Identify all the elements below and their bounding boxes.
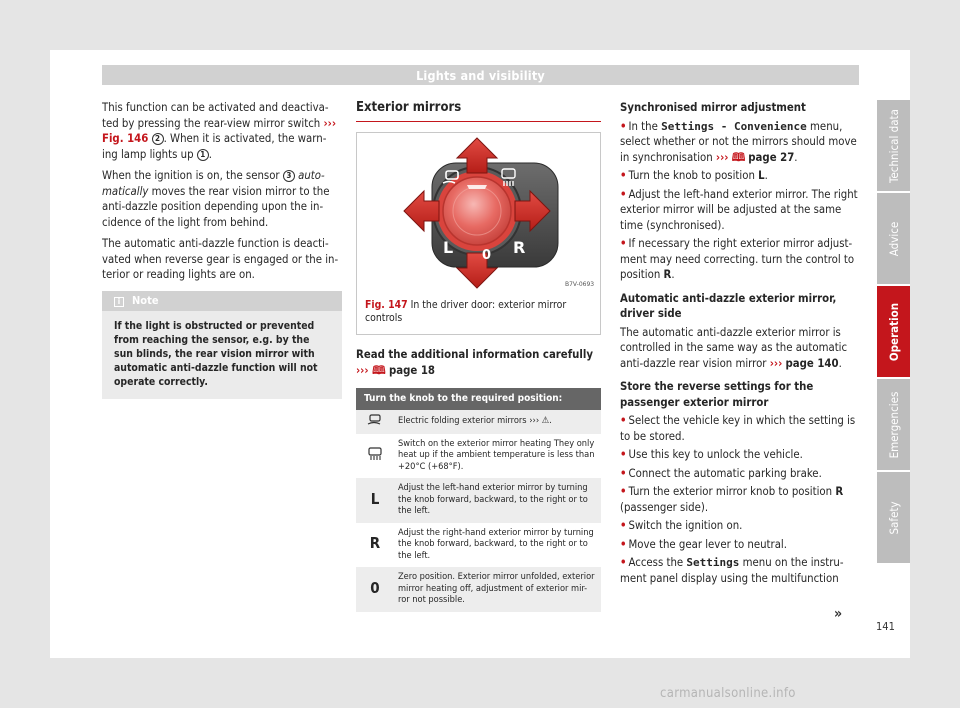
figure-link[interactable]: Fig. 146 <box>102 132 149 145</box>
table-cell: Adjust the left-hand exterior mirror by turning the knob forward, backward, to the right or to the left. <box>394 478 601 523</box>
table-cell: Adjust the right-hand exterior mirror by turning the knob forward, backward, to the right or to the left. <box>398 526 594 561</box>
knob-label-left: L <box>443 238 454 257</box>
list-item: • Connect the automatic parking brake. <box>620 466 822 480</box>
section-title: Exterior mirrors <box>356 100 601 122</box>
callout-2: 2 <box>152 133 164 145</box>
tab-operation[interactable]: Operation <box>877 286 910 377</box>
note-header: i Note <box>102 291 342 311</box>
list-item: • Use this key to unlock the vehicle. <box>620 448 803 461</box>
fold-mirror-icon <box>367 414 383 426</box>
page-header-title: Lights and visibility <box>416 68 545 83</box>
tab-technical-data[interactable]: Technical data <box>877 100 910 191</box>
paragraph-2: When the ignition is on, the sensor 3 auto-matically moves the rear vision mirror to the anti-dazzle position depending upon the in-cidence of the light from behind. <box>102 169 330 229</box>
paragraph-1: This function can be activated and deactiva-ted by pressing the rear-view mirror switch ››› Fig. 146 2 . When it is activated, the warn-ing lamp lights up 1 . <box>102 101 337 161</box>
note-box <box>102 291 342 399</box>
heading-sync: Synchronised mirror adjustment <box>620 101 806 114</box>
tab-safety[interactable]: Safety <box>877 472 910 563</box>
tab-advice[interactable]: Advice <box>877 193 910 284</box>
table-row <box>356 567 601 612</box>
table-cell: Switch on the exterior mirror heating They only heat up if the ambient temperature is less than +20°C (+68°F). <box>398 437 595 472</box>
heading-reverse-settings: Store the reverse settings for the passenger exterior mirror <box>620 380 814 409</box>
list-item: • Turn the exterior mirror knob to position R (passenger side). <box>620 485 844 514</box>
table-cell: Electric folding exterior mirrors ››› ⚠. <box>394 410 601 434</box>
header-bar <box>102 65 859 85</box>
paragraph-3: The automatic anti-dazzle function is deacti-vated when reverse gear is engaged or the in-terior or reading lights are on. <box>102 237 339 281</box>
table-row <box>356 478 601 523</box>
knob-positions-table <box>356 388 601 612</box>
callout-1: 1 <box>197 149 209 161</box>
watermark: carmanualsonline.info <box>660 686 796 701</box>
page-number: 141 <box>876 620 895 633</box>
table-row <box>356 434 601 479</box>
note-text: If the light is obstructed or prevented from reaching the sensor, e.g. by the sun blinds, the rear vision mirror with automatic anti-dazzle function will not operate correctly. <box>114 319 318 388</box>
tab-emergencies[interactable]: Emergencies <box>877 379 910 470</box>
knob-label-zero: 0 <box>482 248 492 263</box>
position-glyph: R <box>369 534 381 552</box>
table-cell: Zero position. Exterior mirror unfolded, exterior mirror heating off, adjustment of exterior mir-ror not possible. <box>394 567 601 612</box>
list-item: • Switch the ignition on. <box>620 519 743 532</box>
column-3 <box>620 100 860 589</box>
column-2 <box>356 100 601 612</box>
book-icon: 🕮 <box>372 363 386 377</box>
position-glyph: L <box>356 478 394 523</box>
mirror-heating-icon <box>367 447 383 461</box>
continue-marker: » <box>834 606 843 622</box>
callout-3: 3 <box>283 170 295 182</box>
page-link[interactable]: page 140 <box>785 356 839 370</box>
heading-anti-dazzle: Automatic anti-dazzle exterior mirror, driver side <box>620 291 837 320</box>
ref-arrow: ››› <box>323 116 337 130</box>
list-item: • Access the Settings menu on the instru-ment panel display using the multifunction <box>620 556 844 585</box>
position-glyph: 0 <box>356 567 394 612</box>
info-icon: i <box>114 297 124 307</box>
read-more: Read the additional information carefully ››› 🕮 page 18 <box>356 348 593 377</box>
figure-code: B7V-0693 <box>565 281 595 288</box>
list-item: • Adjust the left-hand exterior mirror. The right exterior mirror will be adjusted at the same time (synchronised). <box>620 187 858 232</box>
table-row <box>356 410 601 434</box>
figure-147 <box>356 132 601 335</box>
page-link[interactable]: page 27 <box>748 150 795 164</box>
list-item: • In the Settings - Convenience menu, select whether or not the mirrors should move in synchronisation ››› 🕮 page 27. <box>620 119 857 164</box>
page-link[interactable]: page 18 <box>388 363 435 377</box>
list-item: • Turn the knob to position L. <box>620 169 768 182</box>
book-icon: 🕮 <box>731 150 746 164</box>
table-row <box>356 523 601 568</box>
paragraph: The automatic anti-dazzle exterior mirror is controlled in the same way as the automatic anti-dazzle rear vision mirror ››› page 140. <box>620 325 848 370</box>
table-header: Turn the knob to the required position: <box>356 388 601 410</box>
list-item: • Select the vehicle key in which the setting is to be stored. <box>620 414 856 443</box>
side-tabs <box>877 100 910 565</box>
list-item: • If necessary the right exterior mirror adjust-ment may need correcting. turn the control to position R. <box>620 237 855 281</box>
mirror-knob-illustration <box>357 133 600 293</box>
knob-label-right: R <box>513 238 526 257</box>
list-item: • Move the gear lever to neutral. <box>620 537 787 551</box>
column-1 <box>102 100 342 399</box>
figure-caption: Fig. 147 In the driver door: exterior mirror controls <box>365 299 567 324</box>
